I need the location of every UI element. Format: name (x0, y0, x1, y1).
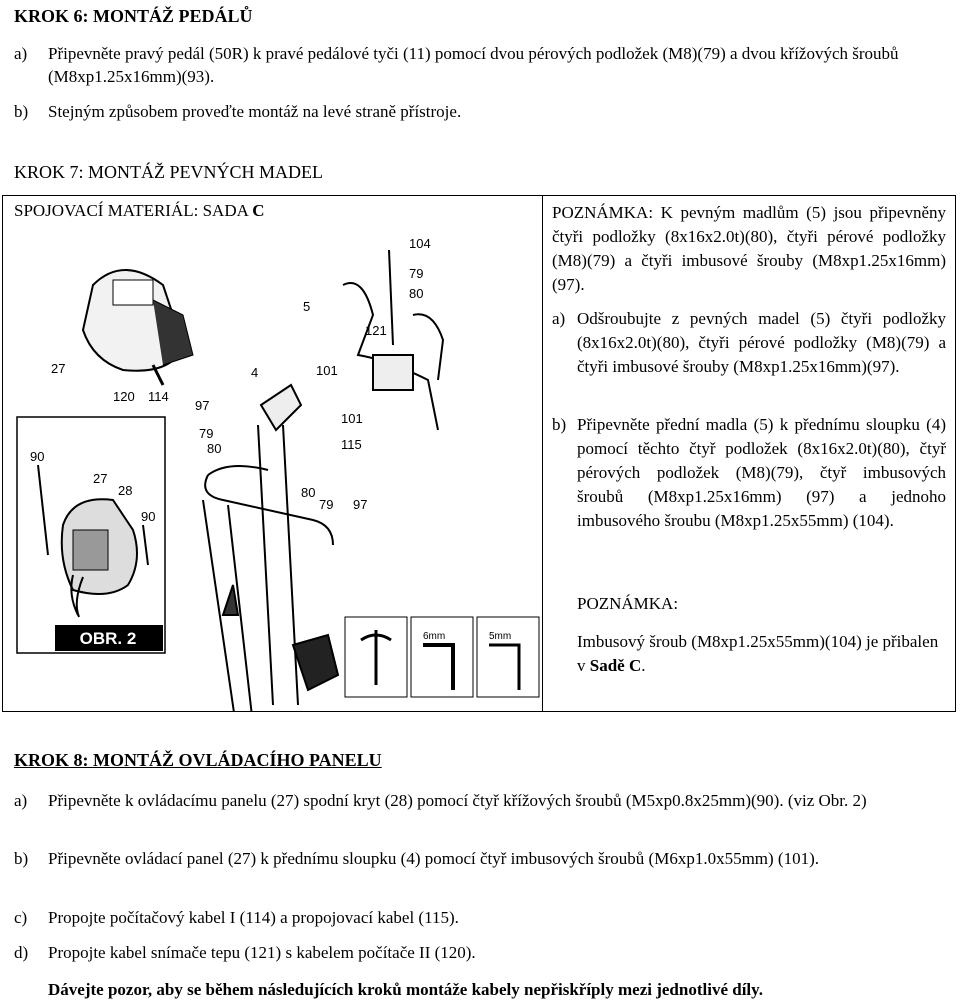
part-callout: 97 (353, 497, 368, 512)
step8-item-c (14, 906, 954, 929)
part-callout: 104 (409, 236, 431, 251)
step6-item-a (14, 42, 954, 88)
part-callout: 79 (409, 266, 424, 281)
part-callout: 90 (30, 449, 45, 464)
step8-item-c-text: Propojte počítačový kabel I (114) a propojovací kabel (115). (48, 908, 459, 927)
step8-item-d-text: Propojte kabel snímače tepu (121) s kabelem počítače II (120). (48, 943, 476, 962)
part-callout: 27 (93, 471, 108, 486)
hardware-set-letter: C (252, 201, 265, 220)
part-callout: 121 (365, 323, 387, 338)
step8-heading: KROK 8: MONTÁŽ OVLÁDACÍHO PANELU (14, 750, 382, 770)
step7-note2-bold: Sadě C (589, 656, 642, 675)
step7-note2-text: Imbusový šroub (M8xp1.25x55mm)(104) je přibalen v (577, 632, 939, 675)
assembly-figure (3, 225, 541, 711)
step7-item-a-label: a) (552, 309, 566, 328)
tool-boxes (345, 617, 539, 697)
part-callout: 97 (195, 398, 210, 413)
part-callout: 80 (301, 485, 316, 500)
part-callout: 28 (118, 483, 133, 498)
step6-item-a-label: a) (14, 44, 28, 63)
part-callout: 79 (199, 426, 214, 441)
step8-item-b-label: b) (14, 849, 29, 868)
console-illustration (83, 270, 193, 385)
step8-item-d (14, 941, 954, 964)
tool1-label: 6mm (423, 631, 446, 642)
step6-item-a-text: Připevněte pravý pedál (50R) k pravé pedálové tyči (11) pomocí dvou pérových podložek (M8)(79) a dvou křížových šroubů (M8xp1.25x16mm)(93). (48, 44, 899, 86)
part-callout: 115 (341, 437, 362, 452)
step8-item-b (14, 847, 954, 870)
hardware-set-prefix: SPOJOVACÍ MATERIÁL: SADA (14, 201, 253, 220)
step7-heading: KROK 7: MONTÁŽ PEVNÝCH MADEL (14, 162, 323, 182)
step7-item-b (552, 413, 946, 533)
step8-item-c-label: c) (14, 908, 28, 927)
step8-item-a (14, 789, 954, 812)
step6-item-b (14, 100, 954, 123)
step7-item-a (552, 307, 946, 379)
step7-item-b-label: b) (552, 415, 567, 434)
tool2-label: 5mm (489, 631, 512, 642)
part-callout: 90 (141, 509, 156, 524)
step6-heading: KROK 6: MONTÁŽ PEDÁLŮ (14, 6, 253, 26)
part-callout: 120 (113, 389, 135, 404)
part-callout: 79 (319, 497, 334, 512)
step7-item-a-text: Odšroubujte z pevných madel (5) čtyři podložky (8x16x2.0t)(80), čtyři pérové podložky (M8)(79) a čtyři imbusové šrouby (M8xp1.25x16mm)(97). (577, 309, 946, 376)
step7-divider (542, 195, 543, 712)
step6-item-b-text: Stejným způsobem proveďte montáž na levé straně přístroje. (48, 102, 462, 121)
step7-note1: POZNÁMKA: K pevným madlům (5) jsou připevněny čtyři podložky (8x16x2.0t)(80), čtyři pérové podložky (M8)(79) a čtyři imbusové šrouby (M8xp1.25x16mm)(97). (552, 203, 946, 294)
part-callout: 80 (409, 286, 424, 301)
step8-item-b-text: Připevněte ovládací panel (27) k přednímu sloupku (4) pomocí čtyř imbusových šroubů (M6xp1.0x55mm) (101). (48, 849, 819, 868)
part-callout: 80 (207, 441, 222, 456)
part-callout: 101 (341, 411, 363, 426)
hardware-set-line (14, 201, 264, 221)
step7-note2 (577, 630, 947, 678)
step6-item-b-label: b) (14, 102, 29, 121)
step8-item-a-label: a) (14, 791, 28, 810)
step7-note2-heading: POZNÁMKA: (577, 594, 679, 613)
obr-label: OBR. 2 (79, 629, 137, 648)
part-callout: 114 (148, 389, 169, 404)
step7-item-b-text: Připevněte přední madla (5) k přednímu sloupku (4) pomocí těchto čtyř podložek (8x16x2.0t)(80), čtyř pérových podložek (M8)(79), čtyř imbusových šroubů (M8xp1.25x16mm) (97) a jednoho imbusového šroubu (M8xp1.25x55mm) (104). (577, 415, 946, 530)
part-callout: 27 (51, 361, 66, 376)
step7-note2-end: . (641, 656, 646, 675)
step8-item-d-label: d) (14, 943, 29, 962)
part-callout: 101 (316, 363, 338, 378)
step8-item-a-text: Připevněte k ovládacímu panelu (27) spodní kryt (28) pomocí čtyř křížových šroubů (M5xp0.8x25mm)(90). (viz Obr. 2) (48, 791, 867, 810)
step8-warning: Dávejte pozor, aby se během následujících kroků montáže kabely nepřiskříply mezi jednotlivé díly. (48, 980, 763, 999)
part-callout: 4 (251, 365, 259, 380)
part-callout: 5 (303, 299, 311, 314)
